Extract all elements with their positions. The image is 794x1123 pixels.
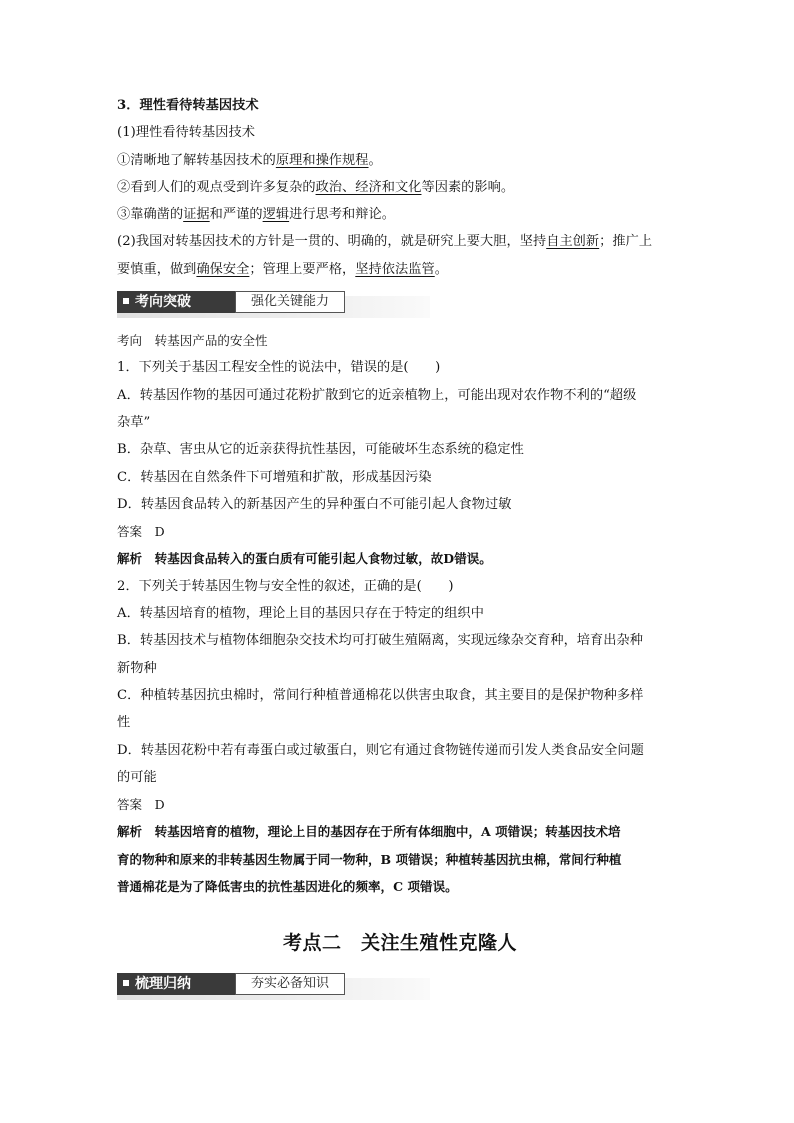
- q1-answer: 答案 D: [117, 524, 165, 540]
- q1-option-a-cont: 杂草”: [117, 414, 151, 430]
- heading-3: 3．理性看待转基因技术: [117, 98, 259, 113]
- q2-analysis-3: 普通棉花是为了降低害虫的抗性基因进化的频率，C 项错误。: [117, 879, 458, 895]
- q1-stem: 1．下列关于基因工程安全性的说法中，错误的是( ): [117, 360, 441, 376]
- subheading-1: (1)理性看待转基因技术: [117, 125, 255, 141]
- square-bullet-icon: [123, 980, 129, 986]
- q2-option-c: C．种植转基因抗虫棉时，常间行种植普通棉花以供害虫取食，其主要目的是保护物种多样: [117, 687, 644, 703]
- item-1: ①清晰地了解转基因技术的原理和操作规程。: [117, 152, 382, 168]
- q2-option-b-cont: 新物种: [117, 660, 157, 676]
- subheading-2-line2: 要慎重，做到确保安全；管理上要严格，坚持依法监管。: [117, 261, 448, 277]
- q2-analysis-1: 解析 转基因培育的植物，理论上目的基因存在于所有体细胞中，A 项错误；转基因技术培: [117, 824, 621, 840]
- q1-option-c: C．转基因在自然条件下可增殖和扩散，形成基因污染: [117, 469, 432, 485]
- q2-analysis-2: 育的物种和原来的非转基因生物属于同一物种，B 项错误；种植转基因抗虫棉，常间行种植: [117, 851, 622, 867]
- q1-option-a: A．转基因作物的基因可通过花粉扩散到它的近亲植物上，可能出现对农作物不利的“超级: [117, 387, 637, 403]
- banner-shuli: [117, 969, 683, 999]
- item-3: ③靠确凿的证据和严谨的逻辑进行思考和辩论。: [117, 207, 396, 223]
- item-2: ②看到人们的观点受到许多复杂的政治、经济和文化等因素的影响。: [117, 179, 515, 195]
- q1-option-d: D．转基因食品转入的新基因产生的异种蛋白不可能引起人食物过敏: [117, 496, 512, 512]
- q2-option-d: D．转基因花粉中若有毒蛋白或过敏蛋白，则它有通过食物链传递而引发人类食品安全问题: [117, 742, 644, 758]
- topic-line: 考向 转基因产品的安全性: [117, 333, 268, 349]
- document-page: [117, 92, 683, 1009]
- q2-option-d-cont: 的可能: [117, 769, 157, 785]
- q2-option-b: B．转基因技术与植物体细胞杂交技术均可打破生殖隔离，实现远缘杂交育种，培育出杂种: [117, 633, 643, 649]
- banner-dark-label: 考向突破: [117, 291, 235, 313]
- q2-stem: 2．下列关于转基因生物与安全性的叙述，正确的是( ): [117, 578, 454, 594]
- q1-option-b: B．杂草、害虫从它的近亲获得抗性基因，可能破坏生态系统的稳定性: [117, 442, 524, 458]
- q2-option-c-cont: 性: [117, 715, 131, 731]
- banner-light-label: 强化关键能力: [235, 291, 345, 313]
- q2-answer: 答案 D: [117, 797, 165, 813]
- banner-dark-label: 梳理归纳: [117, 973, 235, 995]
- q1-analysis: 解析 转基因食品转入的蛋白质有可能引起人食物过敏，故D错误。: [117, 551, 492, 567]
- q2-option-a: A．转基因培育的植物，理论上目的基因只存在于特定的组织中: [117, 606, 484, 622]
- section-title: 考点二 关注生殖性克隆人: [282, 932, 517, 955]
- subheading-2-line1: (2)我国对转基因技术的方针是一贯的、明确的，就是研究上要大胆，坚持自主创新；推广上: [117, 234, 653, 250]
- square-bullet-icon: [123, 298, 129, 304]
- banner-kaoxiang: [117, 287, 683, 317]
- banner-light-label: 夯实必备知识: [235, 973, 345, 995]
